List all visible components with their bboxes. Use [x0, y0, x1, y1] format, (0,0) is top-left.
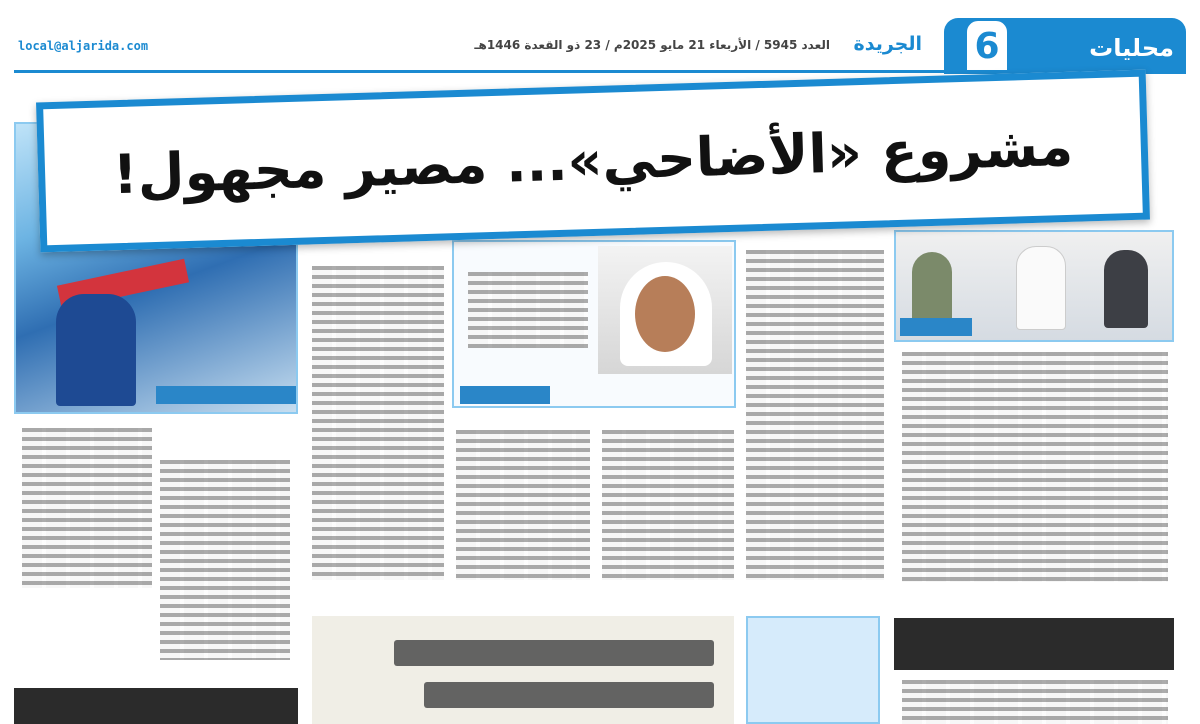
secondary-headline	[312, 616, 734, 724]
headline-banner	[36, 70, 1150, 253]
author-portrait	[598, 246, 732, 374]
sidebar-box	[746, 616, 880, 724]
right-article-text	[902, 352, 1168, 582]
left-article-text-a	[22, 428, 152, 588]
page-number: 6	[964, 18, 1010, 74]
photo-caption-bar	[900, 318, 972, 336]
secondary-headline-line-1	[394, 640, 714, 666]
left-bottom-heading	[14, 688, 298, 724]
section-label: محليات	[1089, 34, 1174, 62]
issue-info: العدد 5945 / الأربعاء 21 مايو 2025م / 23 ذو القعدة 1446هـ	[474, 38, 830, 52]
header-rule	[14, 70, 1174, 73]
section-email: local@aljarida.com	[18, 39, 149, 53]
author-box	[452, 240, 736, 408]
author-name-bar	[460, 386, 550, 404]
main-headline: مشروع «الأضاحي»... مصير مجهول!	[112, 114, 1074, 207]
newspaper-logo: الجريدة	[853, 33, 922, 55]
author-quote	[468, 272, 588, 348]
main-article-text-b	[456, 430, 590, 580]
photo-figure-2	[1016, 246, 1066, 330]
secondary-headline-line-2	[424, 682, 714, 708]
right-bottom-heading	[894, 618, 1174, 670]
right-article-photo	[894, 230, 1174, 342]
photo-caption-bar	[156, 386, 296, 404]
photo-figure-1	[912, 252, 952, 322]
photo-figure	[56, 294, 136, 406]
portrait-face	[635, 276, 695, 352]
right-bottom-text	[902, 680, 1168, 724]
mid-right-article-text	[746, 250, 884, 580]
page-header	[0, 0, 1200, 78]
main-article-text-a	[312, 266, 444, 580]
main-article-text-c	[602, 430, 734, 580]
left-article-text-b	[160, 460, 290, 660]
photo-figure-3	[1104, 250, 1148, 328]
